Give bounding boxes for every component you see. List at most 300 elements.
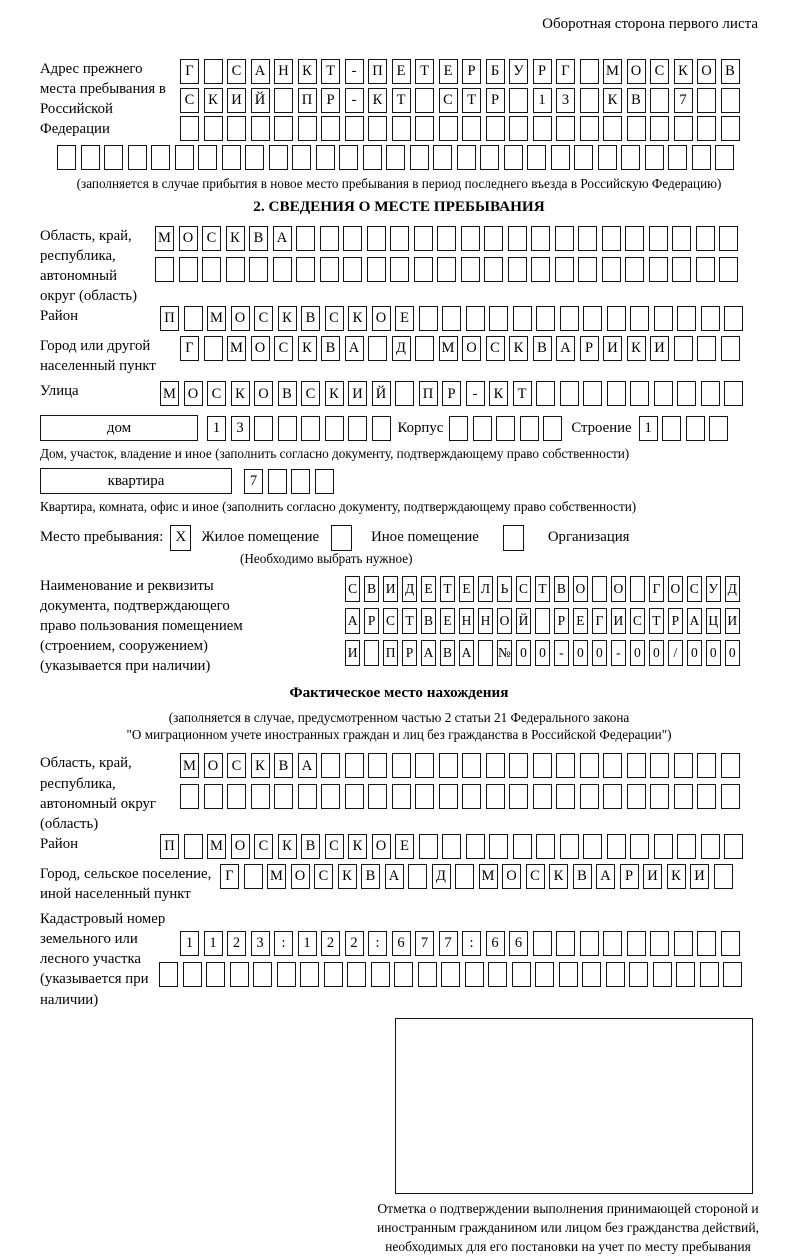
- char-box[interactable]: [394, 962, 413, 987]
- apartment-type-box[interactable]: квартира: [40, 468, 232, 494]
- char-box[interactable]: О: [372, 834, 391, 859]
- char-box[interactable]: [457, 145, 476, 170]
- char-box[interactable]: [654, 381, 673, 406]
- char-box[interactable]: [489, 834, 508, 859]
- char-box[interactable]: О: [573, 576, 588, 602]
- char-box[interactable]: [578, 226, 597, 251]
- char-box[interactable]: [583, 381, 602, 406]
- char-box[interactable]: [556, 784, 575, 809]
- char-box[interactable]: [520, 416, 539, 441]
- char-box[interactable]: М: [479, 864, 498, 889]
- char-box[interactable]: И: [383, 576, 398, 602]
- char-box[interactable]: [151, 145, 170, 170]
- char-box[interactable]: О: [497, 608, 512, 634]
- char-box[interactable]: [204, 59, 223, 84]
- char-box[interactable]: [57, 145, 76, 170]
- char-box[interactable]: Е: [459, 576, 474, 602]
- char-box[interactable]: С: [526, 864, 545, 889]
- char-box[interactable]: Н: [274, 59, 293, 84]
- char-box[interactable]: Г: [592, 608, 607, 634]
- char-box[interactable]: [204, 116, 223, 141]
- char-box[interactable]: Р: [402, 640, 417, 666]
- char-box[interactable]: [415, 336, 434, 361]
- char-box[interactable]: [418, 962, 437, 987]
- char-box[interactable]: К: [667, 864, 686, 889]
- char-box[interactable]: С: [516, 576, 531, 602]
- char-box[interactable]: [206, 962, 225, 987]
- char-box[interactable]: П: [419, 381, 438, 406]
- char-box[interactable]: [630, 381, 649, 406]
- char-box[interactable]: М: [207, 306, 226, 331]
- char-box[interactable]: 1: [180, 931, 199, 956]
- char-box[interactable]: [415, 753, 434, 778]
- char-box[interactable]: [368, 116, 387, 141]
- char-box[interactable]: И: [690, 864, 709, 889]
- char-box[interactable]: [363, 145, 382, 170]
- char-box[interactable]: [371, 962, 390, 987]
- char-box[interactable]: М: [603, 59, 622, 84]
- char-box[interactable]: [484, 226, 503, 251]
- char-box[interactable]: [536, 381, 555, 406]
- char-box[interactable]: Т: [513, 381, 532, 406]
- char-box[interactable]: [696, 257, 715, 282]
- char-box[interactable]: [296, 226, 315, 251]
- char-box[interactable]: 3: [556, 88, 575, 113]
- char-box[interactable]: [296, 257, 315, 282]
- char-box[interactable]: К: [627, 336, 646, 361]
- char-box[interactable]: [462, 116, 481, 141]
- char-box[interactable]: [701, 381, 720, 406]
- char-box[interactable]: С: [314, 864, 333, 889]
- char-box[interactable]: [607, 306, 626, 331]
- char-box[interactable]: К: [231, 381, 250, 406]
- char-box[interactable]: Т: [415, 59, 434, 84]
- char-box[interactable]: [672, 257, 691, 282]
- char-box[interactable]: [410, 145, 429, 170]
- char-box[interactable]: В: [361, 864, 380, 889]
- char-box[interactable]: И: [643, 864, 662, 889]
- char-box[interactable]: 0: [725, 640, 740, 666]
- char-box[interactable]: [226, 257, 245, 282]
- char-box[interactable]: С: [274, 336, 293, 361]
- char-box[interactable]: 7: [439, 931, 458, 956]
- char-box[interactable]: [180, 116, 199, 141]
- char-box[interactable]: [449, 416, 468, 441]
- char-box[interactable]: [348, 416, 367, 441]
- char-box[interactable]: А: [273, 226, 292, 251]
- char-box[interactable]: [700, 962, 719, 987]
- char-box[interactable]: [674, 784, 693, 809]
- char-box[interactable]: [607, 381, 626, 406]
- char-box[interactable]: О: [231, 834, 250, 859]
- char-box[interactable]: [509, 88, 528, 113]
- char-box[interactable]: С: [325, 306, 344, 331]
- char-box[interactable]: И: [603, 336, 622, 361]
- char-box[interactable]: К: [509, 336, 528, 361]
- char-box[interactable]: Г: [220, 864, 239, 889]
- char-box[interactable]: В: [421, 608, 436, 634]
- char-box[interactable]: [650, 931, 669, 956]
- char-box[interactable]: С: [650, 59, 669, 84]
- char-box[interactable]: О: [204, 753, 223, 778]
- char-box[interactable]: П: [383, 640, 398, 666]
- char-box[interactable]: [345, 116, 364, 141]
- char-box[interactable]: С: [687, 576, 702, 602]
- char-box[interactable]: Е: [395, 306, 414, 331]
- char-box[interactable]: [551, 145, 570, 170]
- char-box[interactable]: [674, 336, 693, 361]
- char-box[interactable]: [222, 145, 241, 170]
- char-box[interactable]: [392, 753, 411, 778]
- char-box[interactable]: [533, 931, 552, 956]
- char-box[interactable]: А: [459, 640, 474, 666]
- char-box[interactable]: [533, 116, 552, 141]
- char-box[interactable]: [724, 834, 743, 859]
- char-box[interactable]: [603, 931, 622, 956]
- char-box[interactable]: [324, 962, 343, 987]
- char-box[interactable]: [245, 145, 264, 170]
- char-box[interactable]: /: [668, 640, 683, 666]
- char-box[interactable]: [533, 753, 552, 778]
- char-box[interactable]: [580, 753, 599, 778]
- char-box[interactable]: Н: [478, 608, 493, 634]
- char-box[interactable]: Р: [462, 59, 481, 84]
- char-box[interactable]: У: [509, 59, 528, 84]
- char-box[interactable]: [509, 784, 528, 809]
- char-box[interactable]: [274, 88, 293, 113]
- char-box[interactable]: [486, 753, 505, 778]
- char-box[interactable]: [253, 962, 272, 987]
- char-box[interactable]: [473, 416, 492, 441]
- char-box[interactable]: [627, 931, 646, 956]
- char-box[interactable]: [461, 257, 480, 282]
- char-box[interactable]: О: [251, 336, 270, 361]
- char-box[interactable]: 1: [298, 931, 317, 956]
- char-box[interactable]: [653, 962, 672, 987]
- char-box[interactable]: 1: [639, 416, 658, 441]
- char-box[interactable]: Т: [440, 576, 455, 602]
- char-box[interactable]: [489, 306, 508, 331]
- char-box[interactable]: [723, 962, 742, 987]
- char-box[interactable]: [645, 145, 664, 170]
- char-box[interactable]: [531, 257, 550, 282]
- char-box[interactable]: [721, 88, 740, 113]
- char-box[interactable]: Е: [573, 608, 588, 634]
- char-box[interactable]: Г: [556, 59, 575, 84]
- char-box[interactable]: Г: [180, 336, 199, 361]
- char-box[interactable]: О: [697, 59, 716, 84]
- char-box[interactable]: 2: [321, 931, 340, 956]
- char-box[interactable]: [512, 962, 531, 987]
- char-box[interactable]: А: [556, 336, 575, 361]
- char-box[interactable]: С: [227, 753, 246, 778]
- char-box[interactable]: :: [368, 931, 387, 956]
- char-box[interactable]: Е: [421, 576, 436, 602]
- char-box[interactable]: [630, 834, 649, 859]
- char-box[interactable]: Т: [321, 59, 340, 84]
- char-box[interactable]: [395, 381, 414, 406]
- char-box[interactable]: [662, 416, 681, 441]
- char-box[interactable]: [230, 962, 249, 987]
- char-box[interactable]: [386, 145, 405, 170]
- char-box[interactable]: [415, 784, 434, 809]
- char-box[interactable]: Т: [535, 576, 550, 602]
- char-box[interactable]: В: [364, 576, 379, 602]
- char-box[interactable]: [437, 226, 456, 251]
- char-box[interactable]: О: [291, 864, 310, 889]
- char-box[interactable]: К: [489, 381, 508, 406]
- char-box[interactable]: [486, 116, 505, 141]
- char-box[interactable]: [291, 469, 310, 494]
- char-box[interactable]: [559, 962, 578, 987]
- char-box[interactable]: [159, 962, 178, 987]
- char-box[interactable]: [580, 88, 599, 113]
- char-box[interactable]: М: [267, 864, 286, 889]
- char-box[interactable]: О: [462, 336, 481, 361]
- char-box[interactable]: [536, 306, 555, 331]
- char-box[interactable]: 0: [649, 640, 664, 666]
- char-box[interactable]: В: [274, 753, 293, 778]
- char-box[interactable]: [104, 145, 123, 170]
- char-box[interactable]: [527, 145, 546, 170]
- char-box[interactable]: [368, 753, 387, 778]
- char-box[interactable]: М: [227, 336, 246, 361]
- char-box[interactable]: [298, 116, 317, 141]
- char-box[interactable]: Р: [321, 88, 340, 113]
- char-box[interactable]: [277, 962, 296, 987]
- char-box[interactable]: Е: [440, 608, 455, 634]
- char-box[interactable]: [372, 416, 391, 441]
- char-box[interactable]: И: [227, 88, 246, 113]
- char-box[interactable]: [696, 226, 715, 251]
- checkbox-residential[interactable]: X: [170, 525, 191, 551]
- char-box[interactable]: [368, 784, 387, 809]
- char-box[interactable]: Г: [649, 576, 664, 602]
- char-box[interactable]: Д: [402, 576, 417, 602]
- char-box[interactable]: [677, 834, 696, 859]
- char-box[interactable]: [674, 931, 693, 956]
- char-box[interactable]: [560, 306, 579, 331]
- char-box[interactable]: И: [611, 608, 626, 634]
- char-box[interactable]: -: [554, 640, 569, 666]
- char-box[interactable]: [724, 381, 743, 406]
- char-box[interactable]: [254, 416, 273, 441]
- char-box[interactable]: [155, 257, 174, 282]
- char-box[interactable]: [175, 145, 194, 170]
- char-box[interactable]: [202, 257, 221, 282]
- char-box[interactable]: К: [368, 88, 387, 113]
- char-box[interactable]: [466, 834, 485, 859]
- char-box[interactable]: [580, 931, 599, 956]
- char-box[interactable]: [574, 145, 593, 170]
- char-box[interactable]: В: [533, 336, 552, 361]
- char-box[interactable]: [627, 116, 646, 141]
- char-box[interactable]: [536, 834, 555, 859]
- char-box[interactable]: [603, 116, 622, 141]
- char-box[interactable]: Д: [725, 576, 740, 602]
- char-box[interactable]: [533, 784, 552, 809]
- char-box[interactable]: 6: [392, 931, 411, 956]
- char-box[interactable]: Е: [392, 59, 411, 84]
- char-box[interactable]: К: [226, 226, 245, 251]
- char-box[interactable]: [650, 88, 669, 113]
- char-box[interactable]: [419, 834, 438, 859]
- char-box[interactable]: [583, 306, 602, 331]
- char-box[interactable]: К: [325, 381, 344, 406]
- char-box[interactable]: 2: [345, 931, 364, 956]
- char-box[interactable]: [465, 962, 484, 987]
- char-box[interactable]: [677, 381, 696, 406]
- char-box[interactable]: Л: [478, 576, 493, 602]
- char-box[interactable]: В: [721, 59, 740, 84]
- char-box[interactable]: -: [611, 640, 626, 666]
- char-box[interactable]: [650, 753, 669, 778]
- char-box[interactable]: [321, 116, 340, 141]
- char-box[interactable]: О: [254, 381, 273, 406]
- char-box[interactable]: [630, 576, 645, 602]
- char-box[interactable]: 0: [516, 640, 531, 666]
- char-box[interactable]: С: [383, 608, 398, 634]
- char-box[interactable]: [484, 257, 503, 282]
- char-box[interactable]: И: [650, 336, 669, 361]
- char-box[interactable]: [697, 784, 716, 809]
- char-box[interactable]: М: [180, 753, 199, 778]
- char-box[interactable]: [364, 640, 379, 666]
- char-box[interactable]: [321, 753, 340, 778]
- char-box[interactable]: Р: [580, 336, 599, 361]
- char-box[interactable]: 6: [486, 931, 505, 956]
- char-box[interactable]: И: [725, 608, 740, 634]
- checkbox-organization[interactable]: [503, 525, 524, 551]
- char-box[interactable]: [415, 88, 434, 113]
- char-box[interactable]: К: [204, 88, 223, 113]
- char-box[interactable]: [692, 145, 711, 170]
- char-box[interactable]: 7: [244, 469, 263, 494]
- char-box[interactable]: [184, 834, 203, 859]
- char-box[interactable]: [504, 145, 523, 170]
- char-box[interactable]: О: [611, 576, 626, 602]
- char-box[interactable]: [697, 116, 716, 141]
- char-box[interactable]: [466, 306, 485, 331]
- char-box[interactable]: Д: [432, 864, 451, 889]
- char-box[interactable]: А: [596, 864, 615, 889]
- char-box[interactable]: [625, 257, 644, 282]
- char-box[interactable]: К: [549, 864, 568, 889]
- char-box[interactable]: [560, 381, 579, 406]
- house-type-box[interactable]: дом: [40, 415, 198, 441]
- char-box[interactable]: [513, 834, 532, 859]
- char-box[interactable]: [621, 145, 640, 170]
- char-box[interactable]: [480, 145, 499, 170]
- char-box[interactable]: Й: [251, 88, 270, 113]
- char-box[interactable]: [315, 469, 334, 494]
- char-box[interactable]: [508, 257, 527, 282]
- char-box[interactable]: [650, 116, 669, 141]
- char-box[interactable]: А: [345, 608, 360, 634]
- char-box[interactable]: К: [278, 834, 297, 859]
- char-box[interactable]: К: [298, 59, 317, 84]
- char-box[interactable]: [721, 753, 740, 778]
- char-box[interactable]: 3: [231, 416, 250, 441]
- char-box[interactable]: 7: [415, 931, 434, 956]
- char-box[interactable]: К: [348, 834, 367, 859]
- char-box[interactable]: [668, 145, 687, 170]
- char-box[interactable]: [677, 306, 696, 331]
- char-box[interactable]: [686, 416, 705, 441]
- char-box[interactable]: [180, 784, 199, 809]
- char-box[interactable]: [442, 834, 461, 859]
- char-box[interactable]: -: [345, 88, 364, 113]
- char-box[interactable]: Р: [442, 381, 461, 406]
- char-box[interactable]: [697, 336, 716, 361]
- char-box[interactable]: [606, 962, 625, 987]
- char-box[interactable]: [697, 753, 716, 778]
- char-box[interactable]: Е: [439, 59, 458, 84]
- char-box[interactable]: С: [486, 336, 505, 361]
- char-box[interactable]: [415, 116, 434, 141]
- char-box[interactable]: [345, 784, 364, 809]
- char-box[interactable]: С: [180, 88, 199, 113]
- char-box[interactable]: [278, 416, 297, 441]
- char-box[interactable]: В: [554, 576, 569, 602]
- char-box[interactable]: [274, 784, 293, 809]
- char-box[interactable]: О: [184, 381, 203, 406]
- char-box[interactable]: [292, 145, 311, 170]
- char-box[interactable]: [478, 640, 493, 666]
- char-box[interactable]: С: [254, 306, 273, 331]
- char-box[interactable]: [300, 962, 319, 987]
- char-box[interactable]: [128, 145, 147, 170]
- char-box[interactable]: [488, 962, 507, 987]
- char-box[interactable]: [603, 753, 622, 778]
- char-box[interactable]: [509, 116, 528, 141]
- char-box[interactable]: 1: [204, 931, 223, 956]
- char-box[interactable]: [392, 116, 411, 141]
- char-box[interactable]: [513, 306, 532, 331]
- char-box[interactable]: 1: [533, 88, 552, 113]
- char-box[interactable]: [368, 336, 387, 361]
- char-box[interactable]: [439, 116, 458, 141]
- char-box[interactable]: [654, 834, 673, 859]
- char-box[interactable]: К: [603, 88, 622, 113]
- char-box[interactable]: [603, 784, 622, 809]
- char-box[interactable]: 2: [227, 931, 246, 956]
- char-box[interactable]: [301, 416, 320, 441]
- char-box[interactable]: [414, 257, 433, 282]
- char-box[interactable]: [602, 226, 621, 251]
- char-box[interactable]: [649, 257, 668, 282]
- char-box[interactable]: [184, 306, 203, 331]
- char-box[interactable]: [674, 753, 693, 778]
- char-box[interactable]: [81, 145, 100, 170]
- char-box[interactable]: В: [321, 336, 340, 361]
- char-box[interactable]: [721, 336, 740, 361]
- char-box[interactable]: Н: [459, 608, 474, 634]
- char-box[interactable]: 3: [251, 931, 270, 956]
- char-box[interactable]: [508, 226, 527, 251]
- char-box[interactable]: [719, 226, 738, 251]
- char-box[interactable]: [509, 753, 528, 778]
- char-box[interactable]: [555, 226, 574, 251]
- char-box[interactable]: [183, 962, 202, 987]
- char-box[interactable]: [672, 226, 691, 251]
- char-box[interactable]: [244, 864, 263, 889]
- char-box[interactable]: [582, 962, 601, 987]
- char-box[interactable]: [441, 962, 460, 987]
- char-box[interactable]: А: [687, 608, 702, 634]
- char-box[interactable]: [204, 336, 223, 361]
- char-box[interactable]: 7: [674, 88, 693, 113]
